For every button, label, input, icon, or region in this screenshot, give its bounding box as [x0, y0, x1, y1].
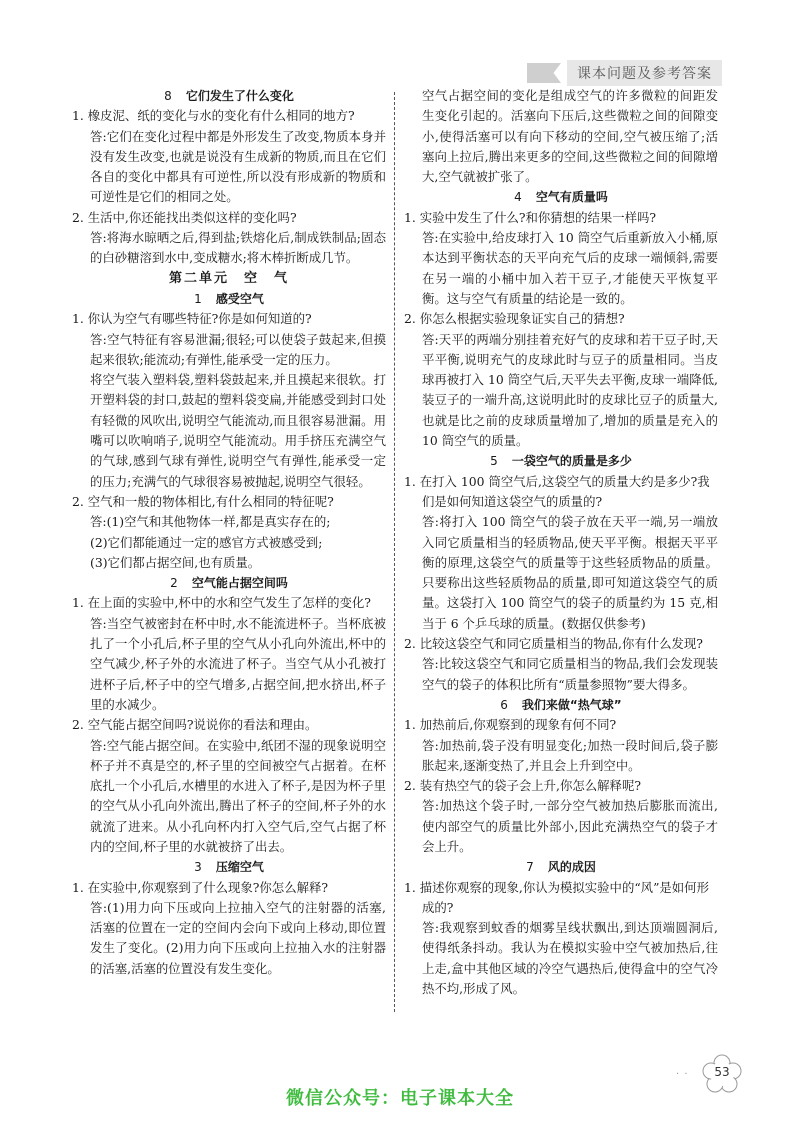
answer-continued: 空气占据空间的变化是组成空气的许多微粒的间距发生变化引起的。活塞向下压后,这些微粒之间的间隙变小,使得活塞可以有向下移动的空间,空气被压缩了;活塞向上拉后,腾出来更多的空间,这些微粒之间的间隙增大,空气就被扩张了。 — [422, 88, 718, 185]
question: 2. 装有热空气的袋子会上升,你怎么解释呢? — [404, 778, 641, 794]
page-header — [527, 60, 722, 86]
question: 1. 在打入 100 筒空气后,这袋空气的质量大约是多少?我们是如何知道这袋空气的质量的? — [404, 473, 710, 509]
section-title: 6 我们来做“热气球” — [500, 697, 622, 712]
page-number-dots: · · — [676, 1069, 689, 1080]
answer: 答:当空气被密封在杯中时,水不能流进杯子。当杯底被扎了一个小孔后,杯子里的空气从小孔向外流出,杯中的空气减少,杯子外的水流进了杯子。当空气从小孔被打进杯子后,杯子中的空气增多,占据空间,把水挤出,杯子里的水减少。 — [90, 615, 386, 712]
question: 1. 在实验中,你观察到了什么现象?你怎么解释? — [72, 879, 329, 895]
question: 1. 描述你观察的现象,你认为模拟实验中的“风”是如何形成的? — [404, 879, 709, 915]
column-divider — [394, 92, 395, 1012]
question: 1. 在上面的实验中,杯中的水和空气发生了怎样的变化? — [72, 595, 371, 611]
question: 1. 实验中发生了什么?和你猜想的结果一样吗? — [404, 209, 657, 225]
question: 1. 你认为空气有哪些特征?你是如何知道的? — [72, 311, 312, 327]
section-title: 1 感受空气 — [194, 291, 264, 306]
answer: 答:将海水晾晒之后,得到盐;铁熔化后,制成铁制品;固态的白砂糖溶到水中,变成糖水;将木棒折断成几节。 — [90, 230, 386, 266]
answer: 答:将打入 100 筒空气的袋子放在天平一端,另一端放入同它质量相当的轻质物品,使天平平衡。根据天平平衡的原理,这袋空气的质量等于这些轻质物品的质量。只要称出这些轻质物品的质量,即可知道这袋空气的质量。这袋打入 100 筒空气的袋子的质量约为 15 克,相当于 6 个乒乓球的质量。(数据仅供参考) — [422, 514, 718, 631]
answer: 答:(1)用力向下压或向上拉抽入空气的注射器的活塞,活塞的位置在一定的空间内会向下或向上移动,即位置发生了变化。(2)用力向下压或向上拉抽入水的注射器的活塞,活塞的位置没有发生变化。 — [90, 899, 386, 976]
question: 1. 加热前后,你观察到的现象有何不同? — [404, 717, 617, 733]
section-title: 5 一袋空气的质量是多少 — [490, 454, 632, 469]
left-column — [72, 86, 386, 979]
section-title: 8 它们发生了什么变化 — [164, 89, 294, 103]
answer: 答:加热前,袋子没有明显变化;加热一段时间后,袋子膨胀起来,逐渐变热了,并且会上升到空中。 — [422, 737, 718, 773]
section-title: 7 风的成因 — [526, 860, 596, 875]
question: 2. 生活中,你还能找出类似这样的变化吗? — [72, 209, 297, 225]
answer: 答:(1)空气和其他物体一样,都是真实存在的; — [90, 514, 331, 530]
unit-title: 第二单元 空 气 — [168, 270, 289, 286]
answer: 将空气装入塑料袋,塑料袋鼓起来,并且摸起来很软。打开塑料袋的封口,鼓起的塑料袋变扁,并能感受到封口处有轻微的风吹出,说明空气能流动,而且很容易泄漏。用嘴可以吹响哨子,说明空气能流动。用手挤压充满空气的气球,感到气球有弹性,说明空气有弹性,能承受一定的压力;充满气的气球很容易被抛起,说明空气很轻。 — [90, 372, 386, 489]
answer: (2)它们都能通过一定的感官方式被感受到; — [90, 534, 323, 550]
page-number-text: 53 — [714, 1065, 730, 1079]
answer: 答:空气特征有容易泄漏;很轻;可以使袋子鼓起来,但摸起来很软;能流动;有弹性,能承受一定的压力。 — [90, 331, 386, 367]
answer-columns — [72, 86, 732, 1016]
answer: (3)它们都占据空间,也有质量。 — [90, 554, 261, 570]
question: 2. 比较这袋空气和同它质量相当的物品,你有什么发现? — [404, 636, 703, 652]
answer: 答:我观察到蚊香的烟雾呈线状飘出,到达顶端圆洞后,使得纸条抖动。我认为在模拟实验中空气被加热后,往上走,盒中其他区域的冷空气遇热后,使得盒中的空气冷热不均,形成了风。 — [422, 920, 718, 997]
question: 2. 空气能占据空间吗?说说你的看法和理由。 — [72, 717, 318, 733]
section-title: 2 空气能占据空间吗 — [170, 576, 288, 591]
right-column — [404, 86, 718, 999]
section-title: 4 空气有质量吗 — [514, 190, 608, 205]
question: 2. 你怎么根据实验现象证实自己的猜想? — [404, 311, 625, 327]
answer: 答:它们在变化过程中都是外形发生了改变,物质本身并没有发生改变,也就是说没有生成新的物质,而且在它们各自的变化中都具有可逆性,所以没有形成新的物质和可逆性是它们的相同之处。 — [90, 128, 386, 205]
section-title: 3 压缩空气 — [194, 860, 264, 875]
answer: 答:在实验中,给皮球打入 10 筒空气后重新放入小桶,原本达到平衡状态的天平向充气后的皮球一端倾斜,需要在另一端的小桶中加入若干豆子,才能使天平恢复平衡。这与空气有质量的结论是一致的。 — [422, 230, 718, 306]
footer-watermark: 微信公众号：电子课本大全 — [286, 1088, 514, 1109]
header-flag-decoration — [527, 63, 561, 83]
answer: 答:天平的两端分别挂着充好气的皮球和若干豆子时,天平平衡,说明充气的皮球此时与豆子的质量相同。当皮球再被打入 10 筒空气后,天平失去平衡,皮球一端降低,装豆子的一端升高,这说明此时的皮球比豆子的质量大,也就是比之前的皮球质量增加了,增加的质量是充入的 10 筒空气的质量。 — [422, 331, 718, 449]
answer: 答:比较这袋空气和同它质量相当的物品,我们会发现装空气的袋子的体积比所有“质量参照物”要大得多。 — [422, 656, 718, 692]
answer: 答:空气能占据空间。在实验中,纸团不湿的现象说明空杯子并不真是空的,杯子里的空间被空气占据着。在杯底扎一个小孔后,水槽里的水进入了杯子,是因为杯子里的空气从小孔向外流出,腾出了杯子的空间,杯子外的水就流了进来。从小孔向杯内打入空气后,空气占据了杯内的空间,杯子里的水就被挤了出去。 — [90, 737, 386, 854]
header-title: 课本问题及参考答案 — [567, 60, 722, 86]
question: 1. 橡皮泥、纸的变化与水的变化有什么相同的地方? — [72, 108, 355, 124]
question: 2. 空气和一般的物体相比,有什么相同的特征呢? — [72, 493, 334, 509]
answer: 答:加热这个袋子时,一部分空气被加热后膨胀而流出,使内部空气的质量比外部小,因此充满热空气的袋子才会上升。 — [422, 798, 718, 854]
